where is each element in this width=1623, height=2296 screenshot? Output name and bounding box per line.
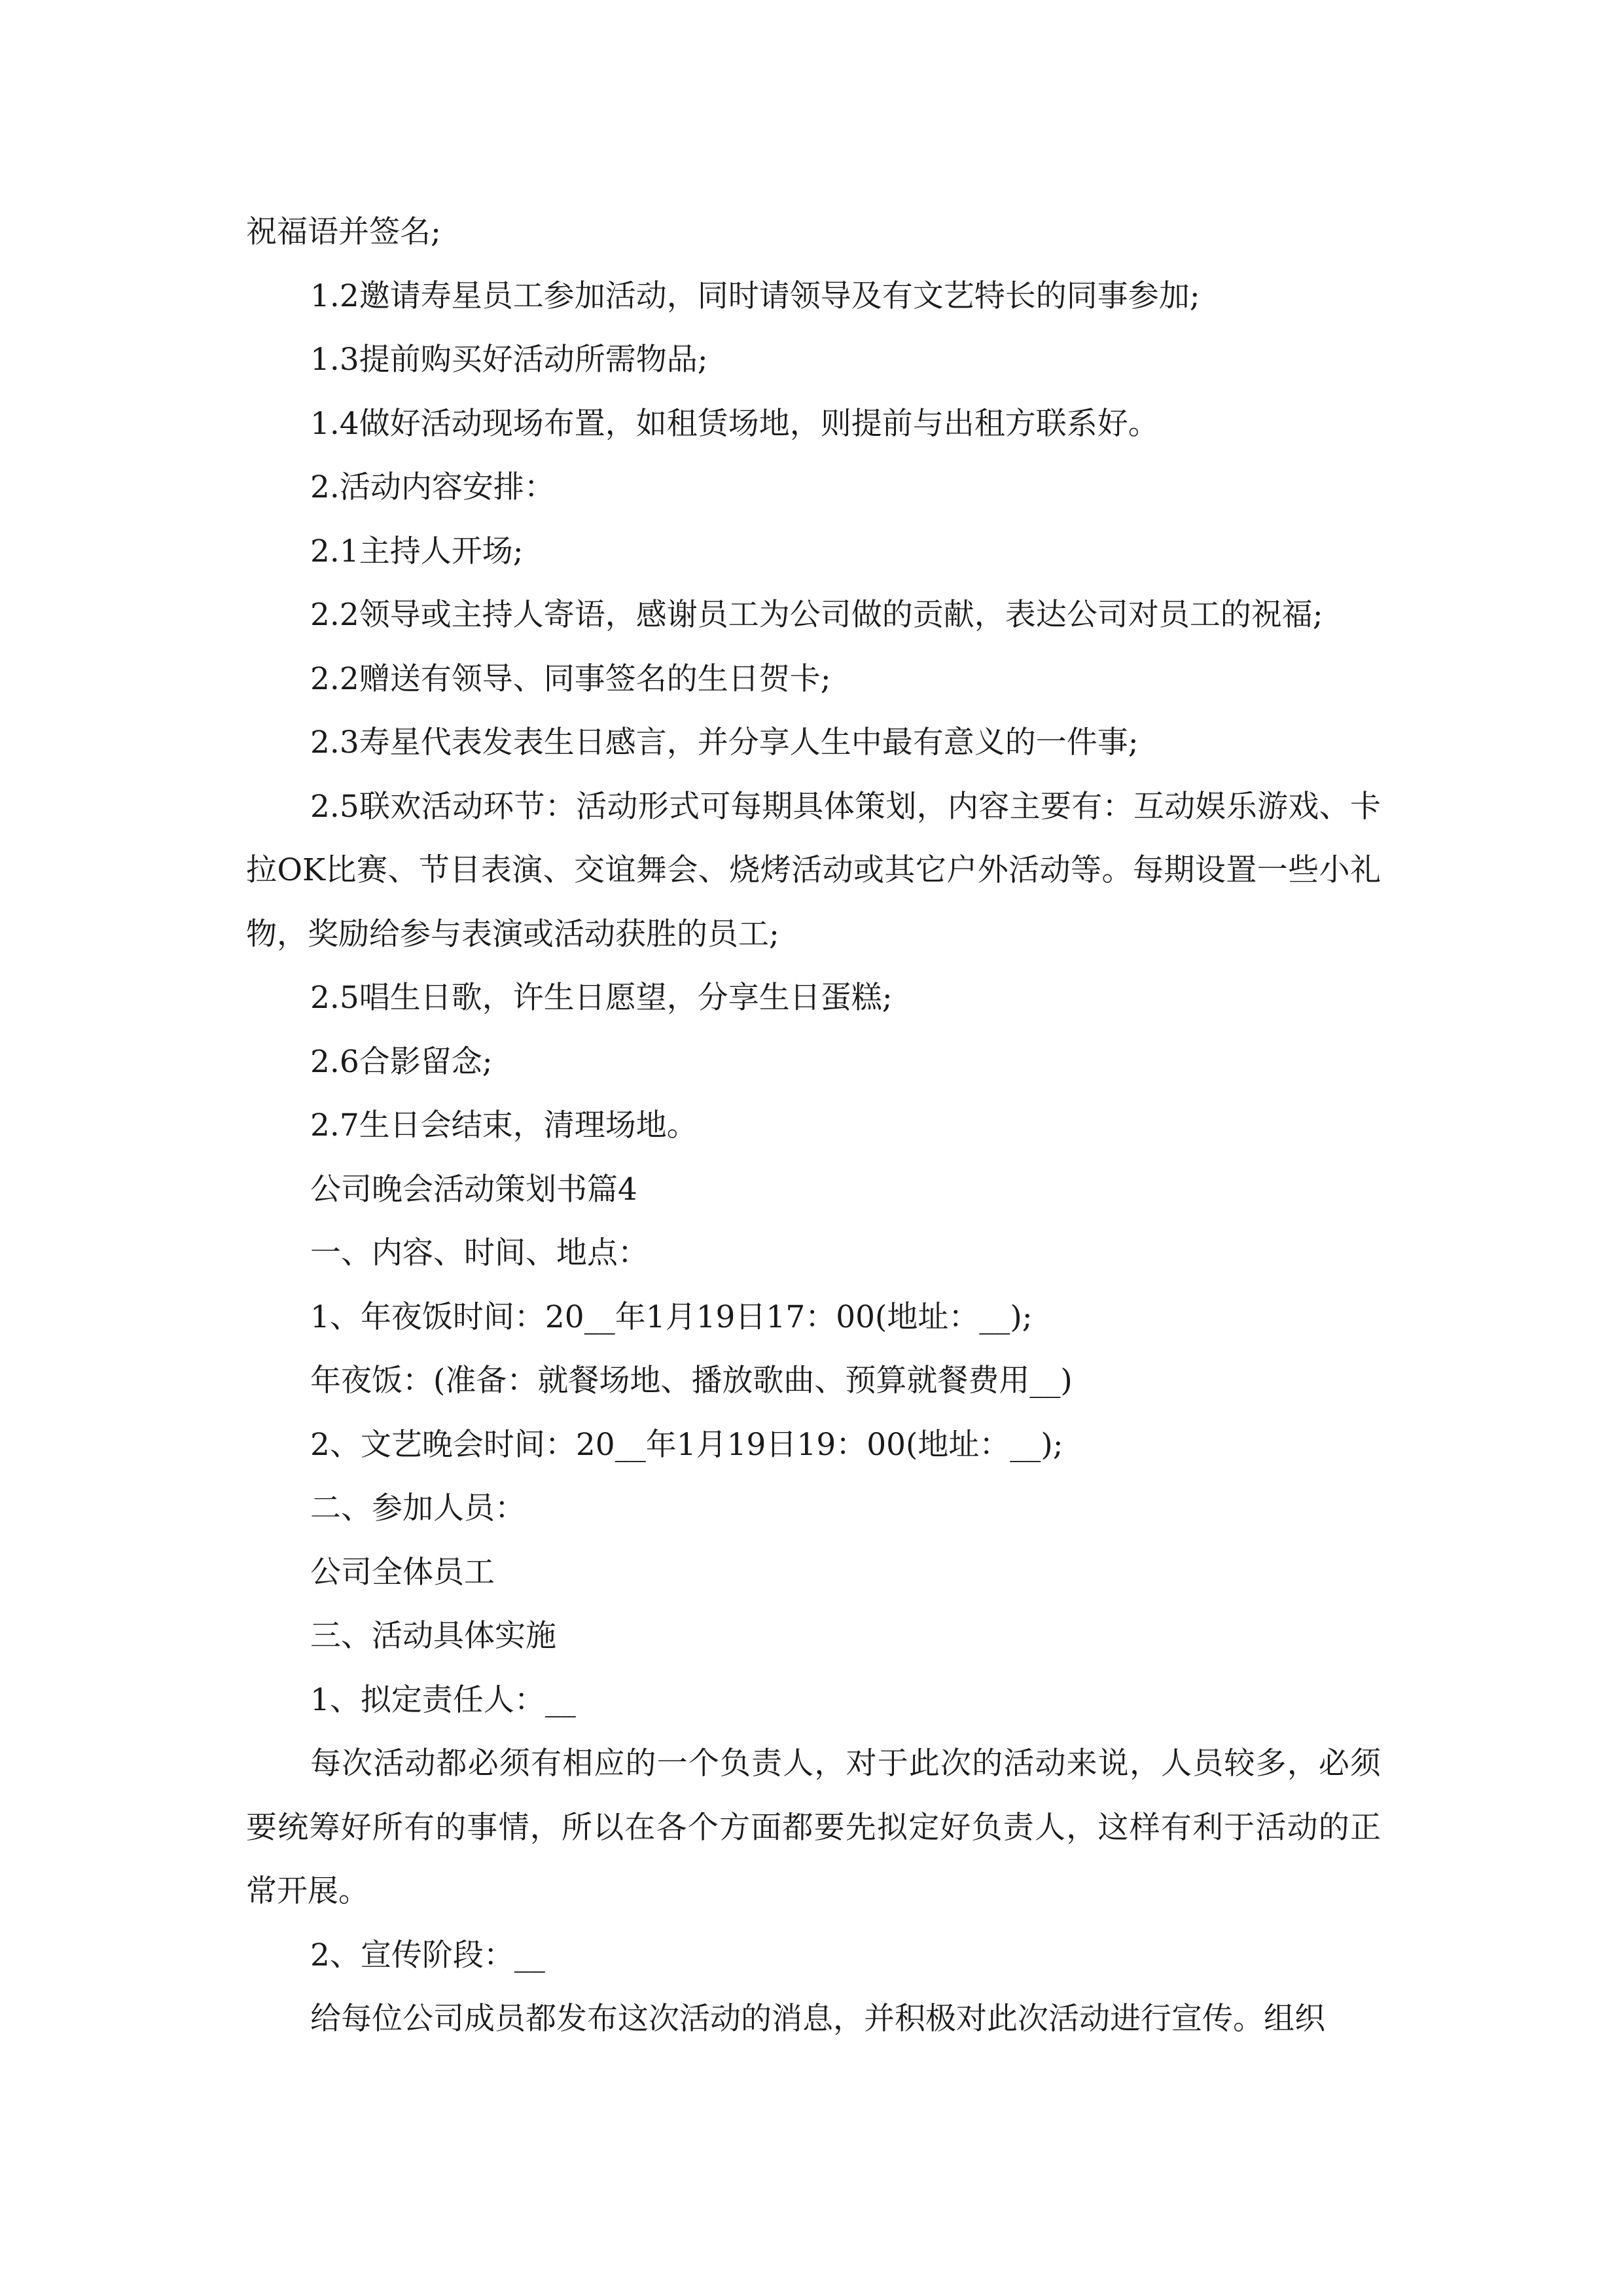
section-heading: 三、活动具体实施: [310, 1618, 556, 1654]
paragraph: 1.2邀请寿星员工参加活动，同时请领导及有文艺特长的同事参加;: [310, 278, 1200, 314]
paragraph: 2.2领导或主持人寄语，感谢员工为公司做的贡献，表达公司对员工的祝福;: [310, 597, 1323, 633]
paragraph: 2.1主持人开场;: [310, 533, 524, 569]
paragraph: 1.3提前购买好活动所需物品;: [310, 342, 708, 378]
paragraph: 2.3寿星代表发表生日感言，并分享人生中最有意义的一件事;: [310, 725, 1139, 761]
paragraph: 2、宣传阶段：__: [310, 1937, 545, 1973]
paragraph: 1、年夜饭时间：20__年1月19日17：00(地址：__);: [310, 1299, 1033, 1335]
section-heading: 一、内容、时间、地点：: [310, 1235, 649, 1271]
paragraph: 2.7生日会结束，清理场地。: [310, 1107, 698, 1143]
paragraph: 公司全体员工: [310, 1554, 495, 1590]
paragraph: 2、文艺晚会时间：20__年1月19日19：00(地址：__);: [310, 1426, 1063, 1463]
paragraph: 2.2赠送有领导、同事签名的生日贺卡;: [310, 660, 831, 697]
section-heading: 二、参加人员：: [310, 1490, 526, 1526]
document-body: [246, 200, 1381, 2051]
article-title: 公司晚会活动策划书篇4: [310, 1171, 637, 1208]
paragraph: 年夜饭：(准备：就餐场地、播放歌曲、预算就餐费用__): [310, 1363, 1073, 1399]
paragraph: 每次活动都必须有相应的一个负责人，对于此次的活动来说，人员较多，必须要统筹好所有的事情，所以在各个方面都要先拟定好负责人，这样有利于活动的正常开展。: [246, 1746, 1381, 1909]
paragraph: 祝福语并签名;: [246, 214, 441, 250]
section-heading: 2.活动内容安排：: [310, 469, 555, 505]
paragraph: 2.6合影留念;: [310, 1043, 493, 1080]
paragraph: 2.5唱生日歌，许生日愿望，分享生日蛋糕;: [310, 980, 893, 1016]
paragraph: 1、拟定责任人：__: [310, 1681, 576, 1718]
paragraph: 1.4做好活动现场布置，如租赁场地，则提前与出租方联系好。: [310, 405, 1159, 442]
paragraph: 给每位公司成员都发布这次活动的消息，并积极对此次活动进行宣传。组织: [310, 2001, 1325, 2037]
paragraph: 2.5联欢活动环节：活动形式可每期具体策划，内容主要有：互动娱乐游戏、卡拉OK比赛、节目表演、交谊舞会、烧烤活动或其它户外活动等。每期设置一些小礼物，奖励给参与表演或活动获胜的员工;: [246, 788, 1381, 952]
